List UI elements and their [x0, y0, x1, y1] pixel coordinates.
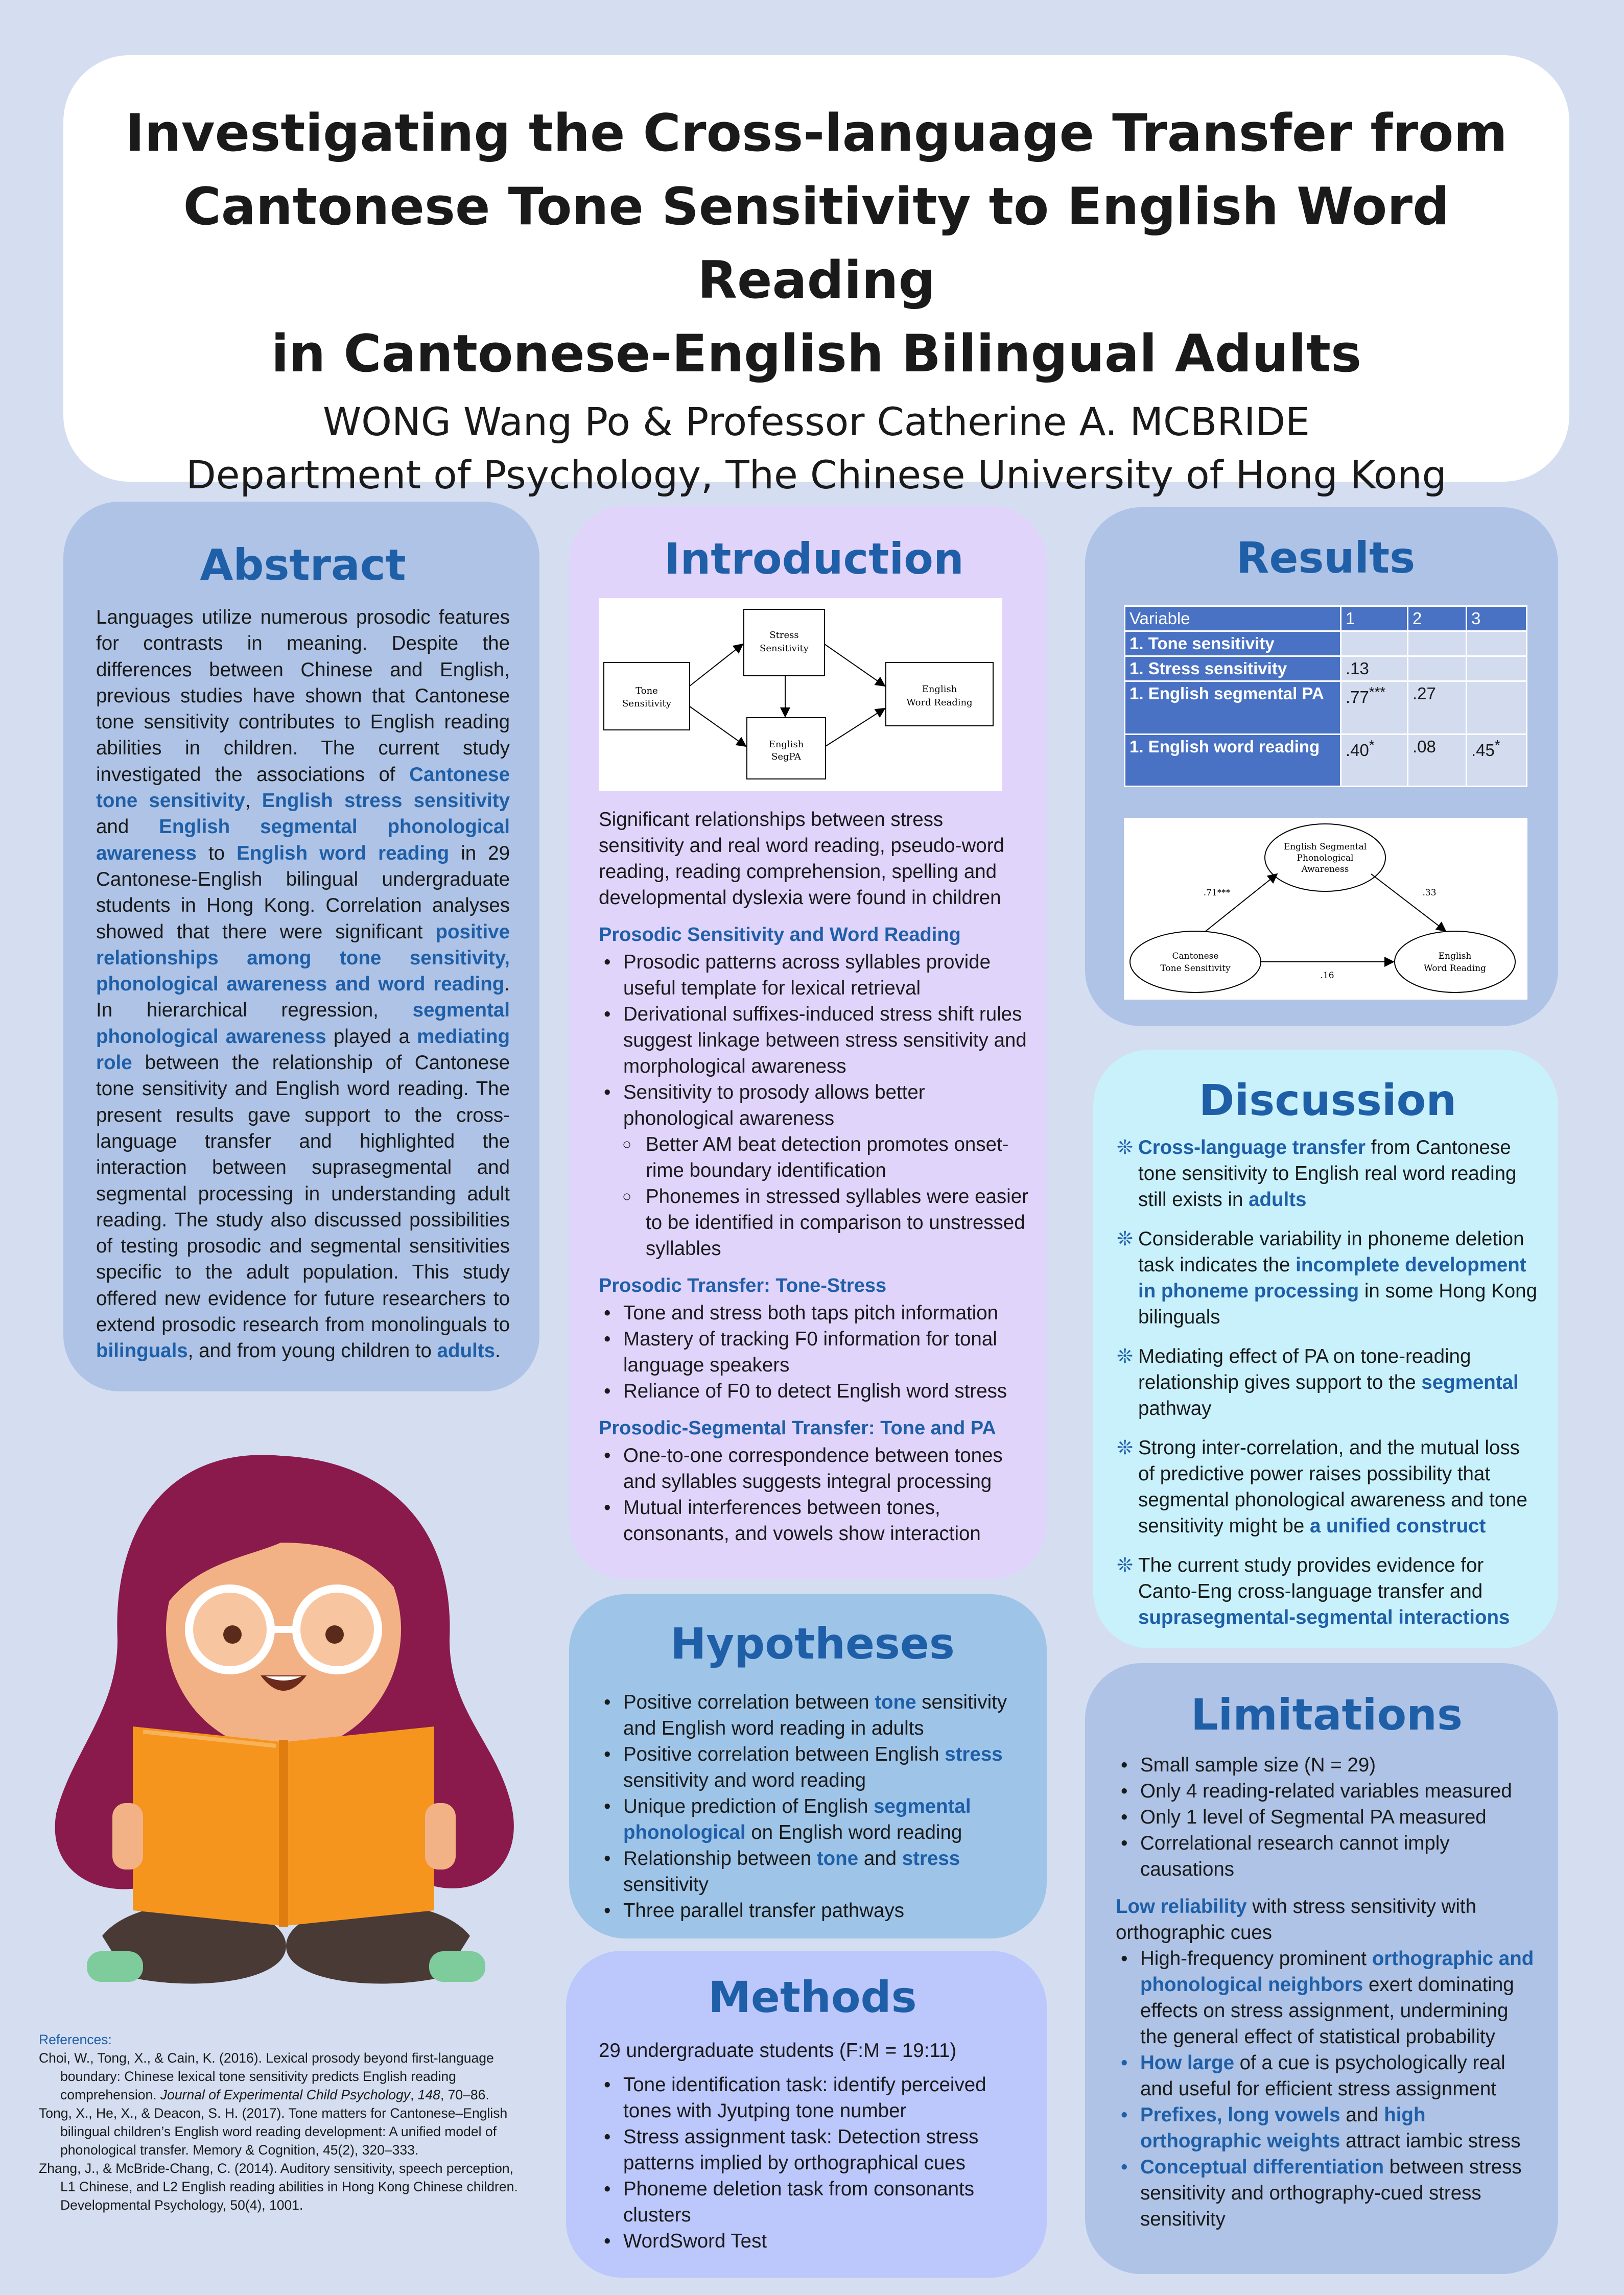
results-panel [1085, 507, 1558, 1026]
list-item: ❊ Cross-language transfer from Cantonese tone sensitivity to English real word reading still exists in adults [1117, 1137, 1517, 1211]
intro-list-2 [599, 1300, 1029, 1404]
discussion-title: Discussion [1198, 1075, 1457, 1125]
svg-text:Tone: Tone [636, 685, 658, 696]
table-row: 1. English segmental PA .77*** .27 [1125, 681, 1527, 735]
abstract-text: Languages utilize numerous prosodic features for contrasts in meaning. Despite the differences between Chinese and English, previous studies have shown that Cantonese tone sensitivity contributes to English reading abilities in children. The current study investigated the associations of Cantonese tone sensitivity, English stress sensitivity and English segmental phonological awareness to English word reading in 29 Cantonese-English bilingual undergraduate students in Hong Kong. Correlation analyses showed that there were significant positive relationships among tone sensitivity, phonological awareness and word reading. In hierarchical regression, segmental phonological awareness played a mediating role between the relationship of Cantonese tone sensitivity and English word reading. The present results gave support to the cross-language transfer and highlighted the interaction between suprasegmental and segmental processing in understanding adult reading. The study also discussed possibilities of testing prosodic and segmental sensitivities specific to the adult population. This study offered new evidence for future researchers to extend prosodic research from monolinguals to bilinguals, and from young children to adults. [96, 606, 510, 1362]
limitations-panel [1085, 1663, 1558, 2274]
transfer-model-diagram [599, 598, 1002, 791]
methods-list [599, 2072, 1026, 2254]
list-item: • Prosodic patterns across syllables provide useful template for lexical retrieval [599, 949, 1029, 1001]
stress-box [744, 609, 825, 676]
intro-list-3 [599, 1442, 1029, 1547]
introduction-panel [569, 506, 1047, 1579]
mediation-model-diagram [1124, 818, 1527, 1000]
discussion-list [1117, 1134, 1539, 1630]
list-item: ❊ Considerable variability in phoneme deletion task indicates the incomplete development in phoneme processing in some Hong Kong bilinguals [1117, 1228, 1537, 1328]
list-item: • Derivational suffixes-induced stress shift rules suggest linkage between stress sensitivity and morphological awareness [599, 1001, 1029, 1079]
svg-text:Awareness: Awareness [1301, 864, 1349, 874]
reliability-list [1116, 1946, 1538, 2232]
list-item: • Stress assignment task: Detection stress patterns implied by orthographical cues [599, 2124, 1026, 2176]
results-title: Results [1236, 533, 1416, 583]
abstract-panel [63, 502, 539, 1391]
tone-box [604, 663, 690, 730]
svg-text:.33: .33 [1422, 888, 1437, 898]
svg-text:Tone Sensitivity: Tone Sensitivity [1160, 963, 1231, 974]
list-item: • Positive correlation between tone sensitivity and English word reading in adults [599, 1689, 1026, 1741]
poster-header [63, 55, 1569, 498]
list-item: • Tone and stress both taps pitch information [599, 1300, 1029, 1326]
list-item: • Phoneme deletion task from consonants clusters [599, 2176, 1026, 2228]
list-item: • Positive correlation between English stress sensitivity and word reading [599, 1741, 1026, 1793]
introduction-lead: Significant relationships between stress sensitivity and real word reading, pseudo-word reading, reading comprehension, spelling and developmental dyslexia were found in children [599, 809, 1004, 909]
list-item: • One-to-one correspondence between tones and syllables suggests integral processing [599, 1442, 1029, 1495]
list-item: • Prefixes, long vowels and high orthographic weights attract iambic stress [1116, 2102, 1538, 2154]
table-row: 1. Stress sensitivity .13 [1125, 656, 1527, 681]
hypotheses-list [599, 1689, 1026, 1924]
list-item: • Only 4 reading-related variables measured [1116, 1778, 1538, 1804]
introduction-diagram [599, 598, 1002, 791]
svg-text:English: English [922, 684, 957, 695]
methods-panel [566, 1951, 1047, 2278]
book-icon [133, 1726, 281, 1926]
reference-item: Zhang, J., & McBride-Chang, C. (2014). Auditory sensitivity, speech perception, L1 Chinese, and L2 English reading abilities in Hong Kong Chinese children. Developmental Psychology, 50(4), 1001. [39, 2161, 518, 2213]
list-item: • High-frequency prominent orthographic and phonological neighbors exert dominating effects on stress assignment, undermining the general effect of statistical probability [1116, 1946, 1538, 2050]
hypotheses-panel [569, 1594, 1047, 1938]
list-item: ❊ The current study provides evidence for Canto-Eng cross-language transfer and suprasegmental-segmental interactions [1117, 1554, 1510, 1628]
list-item: ○ Phonemes in stressed syllables were easier to be identified in comparison to unstressed syllables [599, 1184, 1029, 1262]
list-item: ○ Better AM beat detection promotes onset-rime boundary identification [599, 1131, 1029, 1184]
list-item: • Relationship between tone and stress sensitivity [599, 1846, 1026, 1898]
svg-text:English Segmental: English Segmental [1283, 842, 1367, 852]
methods-title: Methods [708, 1972, 917, 2022]
list-item: • Three parallel transfer pathways [599, 1898, 1026, 1924]
svg-text:Phonological: Phonological [1297, 853, 1354, 863]
list-item: • Unique prediction of English segmental phonological on English word reading [599, 1793, 1026, 1846]
reading-girl-illustration [41, 1425, 531, 2018]
list-item: • Mastery of tracking F0 information for tonal language speakers [599, 1326, 1029, 1378]
hypotheses-title: Hypotheses [670, 1619, 955, 1669]
references [39, 2030, 522, 2214]
intro-list-1 [599, 949, 1029, 1262]
svg-text:Sensitivity: Sensitivity [622, 698, 671, 709]
reference-item: Choi, W., Tong, X., & Cain, K. (2016). Lexical prosody beyond first-language boundary: Chinese lexical tone sensitivity predicts English reading comprehension. Journal of Experimental Child Psychology, 148, 70–86. [39, 2050, 494, 2102]
reference-item: Tong, X., He, X., & Deacon, S. H. (2017). Tone matters for Cantonese–English bilingual children’s English word reading development: A unified model of phonological transfer. Memory & Cognition, 45(2), 320–333. [39, 2105, 508, 2158]
list-item: • Tone identification task: identify perceived tones with Jyutping tone number [599, 2072, 1026, 2124]
list-item: • Mutual interferences between tones, consonants, and vowels show interaction [599, 1495, 1029, 1547]
intro-subhead-1: Prosodic Sensitivity and Word Reading [599, 924, 961, 945]
poster-title: Investigating the Cross-language Transfer from Cantonese Tone Sensitivity to English Word Reading in Cantonese-English Bilingual Adults [125, 103, 1508, 384]
methods-lead: 29 undergraduate students (F:M = 19:11) [599, 2040, 957, 2062]
table-row: 1. English word reading .40* .08 .45* [1125, 735, 1527, 787]
svg-text:Stress: Stress [769, 630, 799, 641]
svg-text:Word Reading: Word Reading [906, 697, 973, 708]
list-item: • Reliance of F0 to detect English word stress [599, 1378, 1029, 1404]
list-item: • Only 1 level of Segmental PA measured [1116, 1804, 1538, 1830]
svg-text:.16: .16 [1320, 971, 1334, 981]
svg-text:SegPA: SegPA [771, 751, 801, 762]
list-item: ❊ Strong inter-correlation, and the mutual loss of predictive power raises possibility that segmental phonological awareness and tone sensitivity might be a unified construct [1117, 1437, 1527, 1537]
list-item: ❊ Mediating effect of PA on tone-reading relationship gives support to the segmental pathway [1117, 1345, 1519, 1419]
svg-text:Cantonese: Cantonese [1172, 951, 1219, 961]
list-item: • WordSword Test [599, 2228, 1026, 2254]
svg-text:Sensitivity: Sensitivity [760, 643, 809, 654]
affiliation: Department of Psychology, The Chinese University of Hong Kong [186, 452, 1447, 498]
limitations-list [1116, 1752, 1538, 1882]
table-row: 1. Tone sensitivity [1125, 631, 1527, 656]
list-item: • Small sample size (N = 29) [1116, 1752, 1538, 1778]
list-item: • How large of a cue is psychologically real and useful for efficient stress assignment [1116, 2050, 1538, 2102]
introduction-title: Introduction [664, 534, 964, 584]
svg-text:.71***: .71*** [1203, 888, 1231, 898]
table-header-row: Variable 1 2 3 [1125, 606, 1527, 631]
references-heading: References: [39, 2032, 112, 2047]
intro-subhead-3: Prosodic-Segmental Transfer: Tone and PA [599, 1417, 996, 1439]
svg-text:English: English [1438, 951, 1472, 961]
svg-text:Word Reading: Word Reading [1423, 963, 1487, 974]
intro-subhead-2: Prosodic Transfer: Tone-Stress [599, 1275, 887, 1296]
mediation-model-figure [1124, 818, 1527, 1000]
correlation-table [1124, 605, 1527, 787]
abstract-title: Abstract [200, 540, 406, 590]
list-item: • Sensitivity to prosody allows better phonological awareness [599, 1079, 1029, 1131]
limitations-title: Limitations [1191, 1690, 1463, 1740]
list-item: • Correlational research cannot imply causations [1116, 1830, 1538, 1882]
authors: WONG Wang Po & Professor Catherine A. MCBRIDE [323, 399, 1310, 444]
list-item: • Conceptual differentiation between stress sensitivity and orthography-cued stress sensitivity [1116, 2154, 1538, 2232]
low-reliability-lead: Low reliability with stress sensitivity with orthographic cues [1116, 1896, 1476, 1944]
svg-text:English: English [768, 739, 804, 750]
discussion-panel [1093, 1050, 1558, 1648]
